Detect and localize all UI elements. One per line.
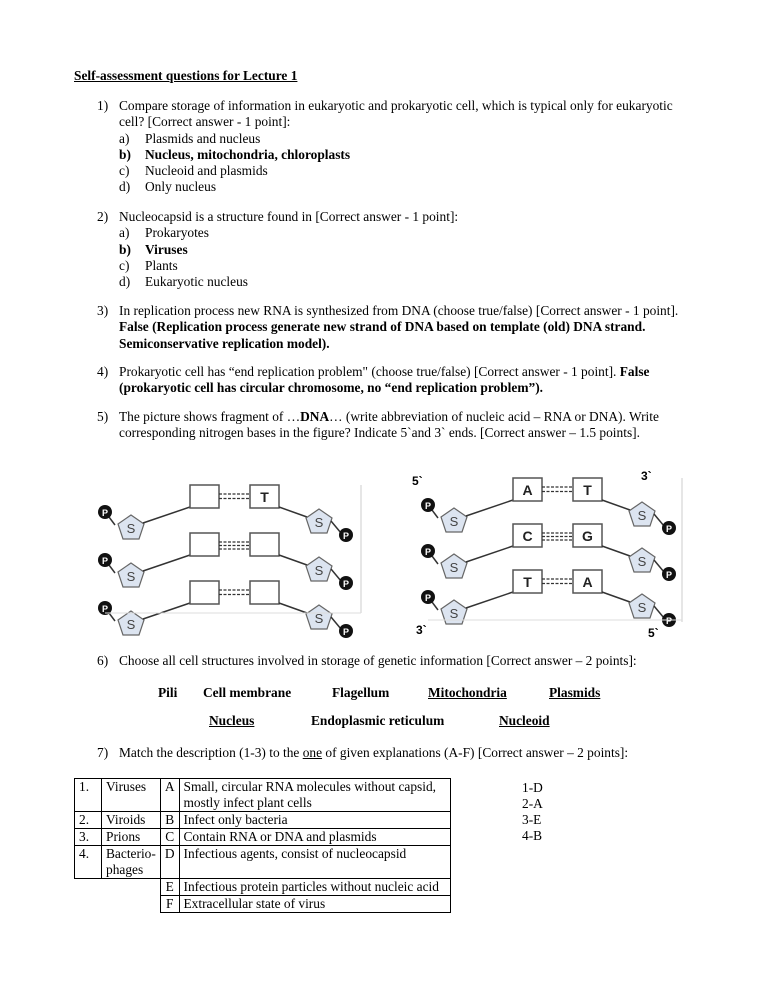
sugar-icon	[306, 509, 332, 533]
matching-table	[74, 778, 451, 913]
phosphate-icon	[98, 553, 112, 567]
option: a) Plasmids and nucleus	[119, 130, 261, 146]
nucleotide-pair	[98, 533, 353, 590]
question-1	[97, 98, 697, 196]
table-row: E Infectious protein particles without nucleic acid	[75, 879, 451, 896]
end-label-3-top: 3`	[641, 469, 652, 483]
structure-plasmids: Plasmids	[549, 685, 601, 700]
sugar-icon	[629, 548, 655, 572]
answer-item: 1-D	[522, 780, 543, 795]
nucleotide-pair	[98, 485, 353, 542]
question-7: 7) Match the description (1-3) to the one of given explanations (A-F) [Correct answer – 2 points]:	[97, 745, 629, 760]
phosphate-icon	[662, 521, 676, 535]
sugar-icon	[118, 515, 144, 539]
svg-text:P: P	[424, 547, 432, 557]
nucleotide-pair	[98, 581, 353, 638]
phosphate-icon	[421, 498, 435, 512]
base-box	[190, 533, 219, 556]
answer-item: 2-A	[522, 796, 543, 811]
base-box	[190, 485, 219, 508]
svg-text:S: S	[126, 617, 136, 632]
phosphate-icon	[339, 528, 353, 542]
sugar-icon	[629, 594, 655, 618]
svg-text:P: P	[101, 508, 109, 518]
structure-endoplasmic-reticulum: Endoplasmic reticulum	[311, 713, 445, 728]
svg-text:P: P	[342, 627, 350, 637]
question-text: Choose all cell structures involved in storage of genetic information [Correct answer – 2 points]:	[119, 653, 637, 668]
answer-text: False (prokaryotic cell has circular chromosome, no “end replication problem”).	[119, 364, 650, 396]
svg-text:S: S	[449, 560, 459, 575]
svg-text:A: A	[522, 482, 533, 498]
option: c) Nucleoid and plasmids	[119, 163, 268, 179]
question-text: Prokaryotic cell has “end replication problem" (choose true/false) [Correct answer - 1 point].	[119, 364, 617, 379]
end-label-5-top: 5`	[412, 474, 423, 488]
answer-item: 3-E	[522, 812, 542, 827]
structure-mitochondria: Mitochondria	[428, 685, 507, 700]
option: d) Only nucleus	[119, 179, 217, 195]
option: d) Eukaryotic nucleus	[119, 274, 248, 290]
question-2	[97, 209, 697, 290]
base-box	[250, 581, 279, 604]
answer-text: DNA	[300, 409, 330, 424]
table-row: F Extracellular state of virus	[75, 896, 451, 913]
table-row: 2. Viroids B Infect only bacteria	[75, 812, 451, 829]
question-text: Compare storage of information in eukaryotic and prokaryotic cell, which is typical only for eukaryotic cell? [Correct answer - 1 point]:	[119, 98, 673, 130]
svg-text:P: P	[101, 556, 109, 566]
question-text: Nucleocapsid is a structure found in [Correct answer - 1 point]:	[119, 209, 459, 224]
base-box	[250, 533, 279, 556]
answer-text: False (Replication process generate new strand of DNA based on template (old) DNA strand. Semiconservative replication model).	[119, 319, 646, 351]
svg-text:P: P	[342, 531, 350, 541]
base-box	[190, 581, 219, 604]
phosphate-icon	[98, 505, 112, 519]
svg-text:S: S	[449, 606, 459, 621]
question-5: 5) The picture shows fragment of …DNA… (write abbreviation of nucleic acid – RNA or DNA). Write corresponding nitrogen bases in the figure? Indicate 5`and 3` ends. [Correct answer – 1.5 points].	[97, 409, 659, 441]
svg-text:P: P	[101, 604, 109, 614]
structure-nucleoid: Nucleoid	[499, 713, 550, 728]
svg-text:S: S	[314, 563, 324, 578]
svg-text:P: P	[665, 616, 673, 626]
option: a) Prokaryotes	[119, 225, 209, 241]
dna-figure-blank	[95, 475, 367, 637]
question-number: 7)	[97, 745, 109, 760]
svg-text:S: S	[449, 514, 459, 529]
table-row: 4. Bacterio-phages D Infectious agents, consist of nucleocapsid	[75, 846, 451, 879]
svg-text:P: P	[342, 579, 350, 589]
svg-text:T: T	[260, 489, 269, 505]
question-number: 1)	[97, 98, 109, 113]
question-6	[97, 653, 697, 669]
end-label-5-bottom: 5`	[648, 626, 659, 640]
matching-answers	[522, 780, 543, 844]
question-number: 3)	[97, 303, 109, 318]
nucleotide-pair	[421, 478, 676, 535]
question-number: 2)	[97, 209, 109, 224]
svg-text:S: S	[637, 554, 647, 569]
svg-text:P: P	[424, 501, 432, 511]
option-correct: b) Nucleus, mitochondria, chloroplasts	[119, 146, 351, 162]
question-3	[97, 303, 697, 352]
option-correct: b) Viruses	[119, 241, 188, 257]
sugar-icon	[118, 563, 144, 587]
phosphate-icon	[421, 544, 435, 558]
table-row: 3. Prions C Contain RNA or DNA and plasmids	[75, 829, 451, 846]
option: c) Plants	[119, 257, 178, 273]
question-text: In replication process new RNA is synthesized from DNA (choose true/false) [Correct answer - 1 point].	[119, 303, 679, 318]
structure-nucleus: Nucleus	[209, 713, 255, 728]
svg-text:S: S	[314, 515, 324, 530]
dna-figure-answer	[418, 470, 690, 626]
sugar-icon	[306, 605, 332, 629]
page-title: Self-assessment questions for Lecture 1	[74, 68, 298, 83]
sugar-icon	[629, 502, 655, 526]
phosphate-icon	[339, 576, 353, 590]
structure-flagellum: Flagellum	[332, 685, 390, 700]
end-label-3-bottom: 3`	[416, 623, 427, 637]
svg-text:S: S	[314, 611, 324, 626]
question-number: 6)	[97, 653, 109, 668]
phosphate-icon	[662, 567, 676, 581]
svg-text:P: P	[424, 593, 432, 603]
sugar-icon	[441, 508, 467, 532]
svg-text:G: G	[582, 528, 593, 544]
svg-text:S: S	[637, 508, 647, 523]
svg-text:S: S	[126, 521, 136, 536]
svg-text:C: C	[522, 528, 533, 544]
svg-text:T: T	[523, 574, 532, 590]
svg-text:T: T	[583, 482, 592, 498]
svg-text:S: S	[126, 569, 136, 584]
question-number: 5)	[97, 409, 109, 424]
sugar-icon	[306, 557, 332, 581]
phosphate-icon	[339, 624, 353, 638]
structure-cell-membrane: Cell membrane	[203, 685, 292, 700]
svg-text:P: P	[665, 570, 673, 580]
phosphate-icon	[421, 590, 435, 604]
question-4	[97, 364, 697, 397]
structure-pili: Pili	[158, 685, 178, 700]
svg-text:S: S	[637, 600, 647, 615]
answer-item: 4-B	[522, 828, 543, 843]
sugar-icon	[118, 611, 144, 635]
svg-text:P: P	[665, 524, 673, 534]
question-number: 4)	[97, 364, 109, 379]
sugar-icon	[441, 554, 467, 578]
svg-text:A: A	[582, 574, 593, 590]
table-row: 1. Viruses A Small, circular RNA molecules without capsid, mostly infect plant cells	[75, 779, 451, 812]
